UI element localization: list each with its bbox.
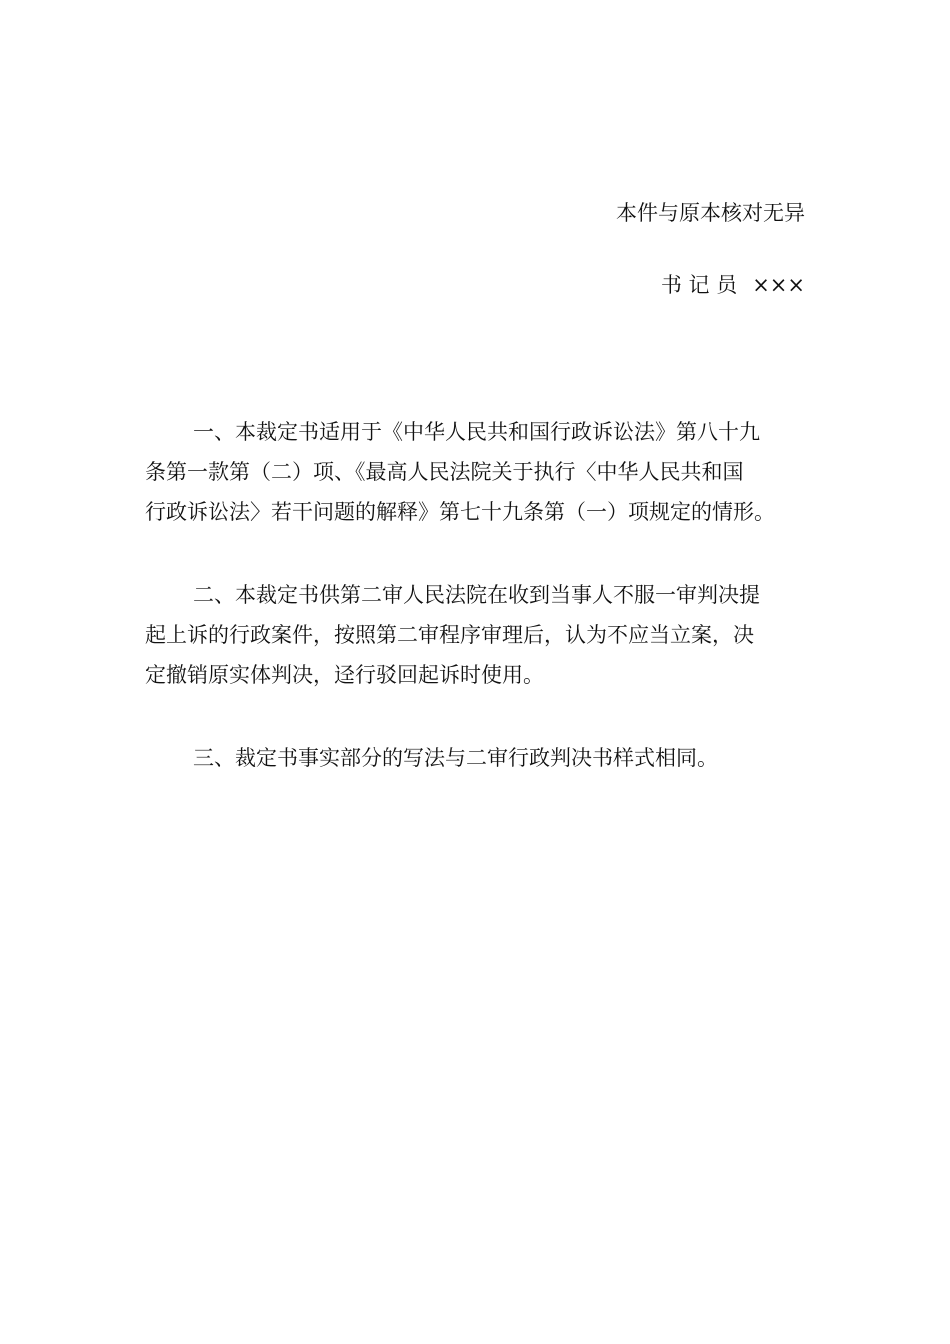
note-line: 二、本裁定书供第二审人民法院在收到当事人不服一审判决提 <box>193 583 760 607</box>
clerk-title: 书 记 员 <box>660 273 738 297</box>
usage-note-1 <box>145 412 805 532</box>
note-line: 行政诉讼法〉若干问题的解释》第七十九条第（一）项规定的情形。 <box>145 500 775 524</box>
clerk-name: ××× <box>752 273 805 297</box>
note-line: 定撤销原实体判决，迳行驳回起诉时使用。 <box>145 663 544 687</box>
usage-note-3 <box>145 738 805 778</box>
verification-statement: 本件与原本核对无异 <box>616 201 805 225</box>
note-line: 一、本裁定书适用于《中华人民共和国行政诉讼法》第八十九 <box>193 420 760 444</box>
usage-notes <box>145 412 805 821</box>
clerk-signature-line <box>661 270 805 300</box>
note-line: 起上诉的行政案件，按照第二审程序审理后，认为不应当立案，决 <box>145 623 754 647</box>
usage-note-2 <box>145 575 805 695</box>
note-line: 条第一款第（二）项、《最高人民法院关于执行〈中华人民共和国 <box>145 460 744 484</box>
note-line: 三、裁定书事实部分的写法与二审行政判决书样式相同。 <box>193 746 718 770</box>
